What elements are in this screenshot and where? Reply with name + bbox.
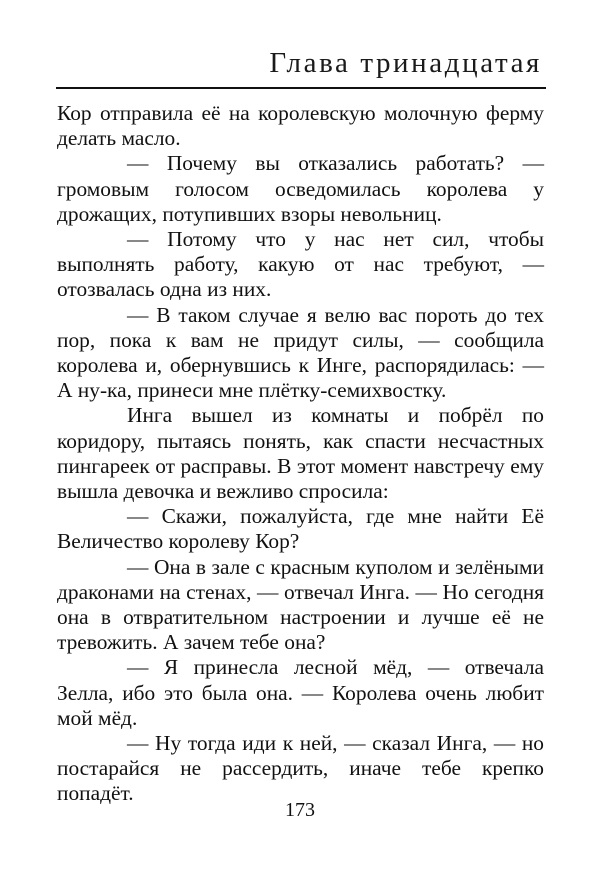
chapter-title: Глава тринадцатая: [269, 47, 542, 79]
paragraph: — Я принесла лесной мёд, — отвечала Зелла, ибо это была она. — Королева очень любит мой мёд.: [57, 655, 544, 730]
paragraph: Кор отправила её на королевскую молочную ферму делать масло.: [57, 101, 544, 151]
paragraph: — Потому что у нас нет сил, чтобы выполнять работу, какую от нас требуют, — отозвалась одна из них.: [57, 227, 544, 302]
paragraph: — В таком случае я велю вас пороть до тех пор, пока к вам не придут силы, — сообщила королева и, обернувшись к Инге, распорядилась: — А ну-ка, принеси мне плётку-семихвостку.: [57, 302, 544, 403]
paragraph: — Она в зале с красным куполом и зелёными драконами на стенах, — отвечал Инга. — Но сегодня она в отвратительном настроении и лучше её не тревожить. А зачем тебе она?: [57, 554, 544, 655]
paragraph: Инга вышел из комнаты и побрёл по коридору, пытаясь понять, как спасти несчастных пингареек от расправы. В этот момент навстречу ему вышла девочка и вежливо спросила:: [57, 403, 544, 504]
page-number: 173: [285, 799, 315, 821]
header-rule-divider: [56, 87, 546, 89]
body-text: [57, 101, 544, 807]
paragraph: — Скажи, пожалуйста, где мне найти Её Величество королеву Кор?: [57, 504, 544, 554]
paragraph: — Почему вы отказались работать? — громовым голосом осведомилась королева у дрожащих, потупивших взоры невольниц.: [57, 151, 544, 226]
paragraph: — Ну тогда иди к ней, — сказал Инга, — но постарайся не рассердить, иначе тебе крепко попадёт.: [57, 731, 544, 806]
